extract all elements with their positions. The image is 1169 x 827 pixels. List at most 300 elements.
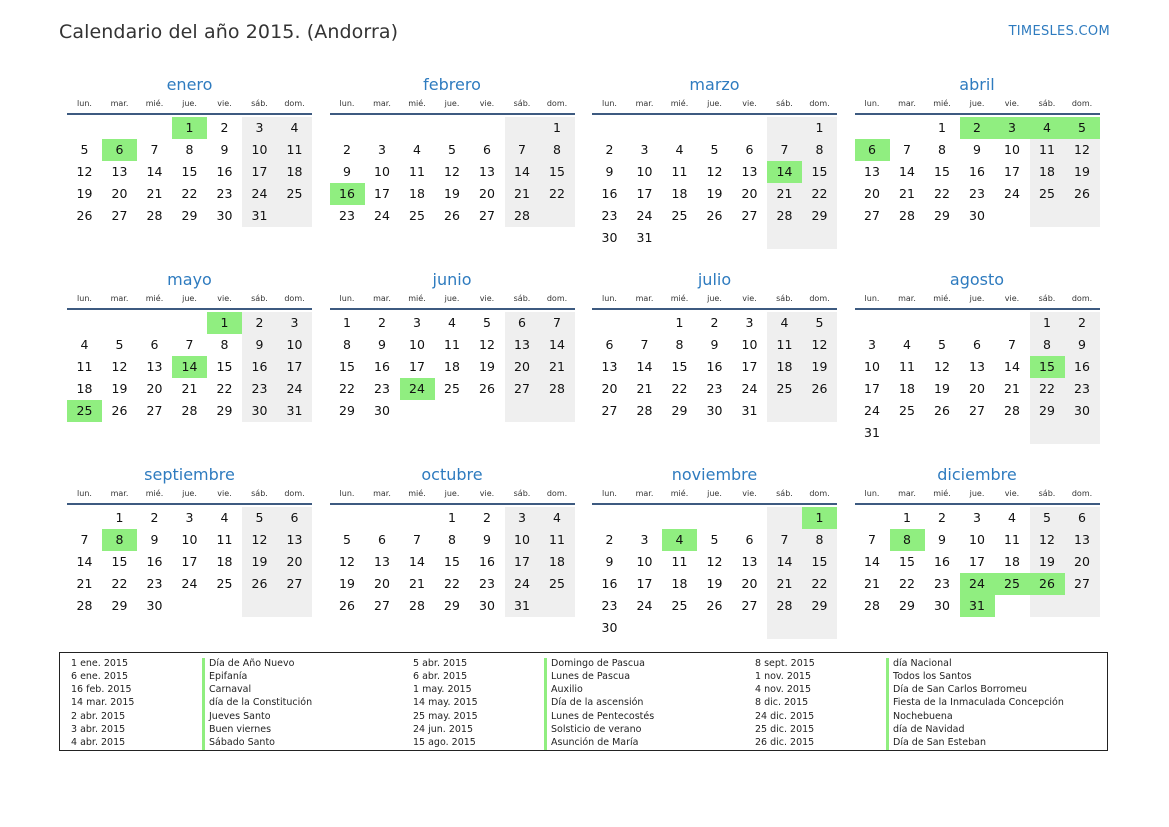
weekday-label: sáb. — [1038, 294, 1056, 303]
day-cell: 19 — [242, 551, 277, 573]
weekday-label: jue. — [707, 294, 722, 303]
day-cell: 18 — [540, 551, 575, 573]
day-cell: 20 — [601, 381, 618, 396]
empty-cell — [627, 507, 662, 529]
day-cell: 22 — [1030, 378, 1065, 400]
weekday-label: mié. — [933, 489, 951, 498]
weekday-header — [67, 486, 312, 502]
holiday-name: Fiesta de la Inmaculada Concepción — [886, 697, 1097, 710]
day-cell: 3 — [277, 312, 312, 334]
day-cell: 6 — [745, 532, 754, 547]
weekday-label: mié. — [933, 294, 951, 303]
day-cell: 23 — [706, 381, 723, 396]
day-cell: 29 — [339, 403, 355, 418]
day-cell: 11 — [767, 334, 802, 356]
weekday-label: jue. — [969, 294, 985, 303]
header-rule — [592, 503, 837, 505]
weekday-label: vie. — [1004, 489, 1020, 498]
month-title: marzo — [689, 75, 740, 94]
day-cell: 2 — [1065, 312, 1100, 334]
day-cell: 11 — [76, 359, 93, 374]
holiday-name: Buen viernes — [202, 724, 413, 737]
day-cell: 17 — [277, 356, 312, 378]
holiday-date: 14 mar. 2015 — [71, 697, 135, 709]
weekday-label: mié. — [408, 99, 426, 108]
day-cell: 16 — [330, 183, 365, 205]
day-cell: 13 — [146, 359, 163, 374]
holiday-date: 1 may. 2015 — [413, 684, 472, 696]
empty-cell — [435, 400, 470, 422]
weekday-label: lun. — [864, 489, 880, 498]
day-cell: 30 — [479, 598, 495, 613]
weekday-label: jue. — [444, 489, 460, 498]
day-cell: 21 — [899, 186, 915, 201]
day-cell: 6 — [973, 337, 981, 352]
day-grid — [330, 117, 575, 227]
empty-cell — [925, 312, 960, 334]
weekday-label: mié. — [408, 489, 426, 498]
month-title: julio — [697, 270, 732, 289]
day-cell: 11 — [540, 529, 575, 551]
day-cell: 19 — [111, 381, 128, 396]
weekday-label: vie. — [742, 99, 757, 108]
day-cell: 21 — [540, 356, 575, 378]
day-cell: 7 — [1008, 337, 1016, 352]
day-cell: 10 — [409, 337, 425, 352]
day-cell: 8 — [185, 142, 194, 157]
day-cell: 21 — [505, 183, 540, 205]
day-grid — [855, 507, 1100, 617]
day-cell: 25 — [540, 573, 575, 595]
day-cell: 14 — [864, 554, 880, 569]
empty-cell — [697, 117, 732, 139]
day-cell: 6 — [745, 142, 754, 157]
day-cell: 16 — [934, 554, 950, 569]
day-cell: 14 — [899, 164, 915, 179]
day-cell: 14 — [767, 161, 802, 183]
day-cell: 12 — [479, 337, 495, 352]
empty-cell — [330, 507, 365, 529]
empty-cell — [697, 507, 732, 529]
day-cell: 7 — [903, 142, 911, 157]
day-cell: 5 — [802, 312, 837, 334]
day-cell: 15 — [339, 359, 355, 374]
header-rule — [855, 113, 1100, 115]
header-rule — [855, 308, 1100, 310]
page-title: Calendario del año 2015. (Andorra) — [59, 21, 399, 43]
day-cell: 5 — [343, 532, 351, 547]
holiday-name: día de la Constitución — [202, 697, 413, 710]
holiday-legend — [59, 652, 1108, 751]
empty-cell — [697, 227, 732, 249]
weekday-label: sáb. — [776, 294, 793, 303]
day-cell: 20 — [111, 186, 128, 201]
holiday-date: 1 ene. 2015 — [71, 658, 128, 669]
day-cell: 28 — [899, 208, 915, 223]
weekday-label: vie. — [479, 99, 495, 108]
day-cell: 17 — [636, 576, 653, 591]
day-cell: 22 — [339, 381, 355, 396]
day-cell: 28 — [409, 598, 425, 613]
day-cell: 16 — [374, 359, 390, 374]
day-cell: 26 — [111, 403, 128, 418]
day-cell: 3 — [640, 142, 649, 157]
empty-cell — [242, 595, 277, 617]
weekday-label: mar. — [898, 99, 916, 108]
empty-cell — [697, 617, 732, 639]
day-cell: 17 — [741, 359, 758, 374]
day-cell: 17 — [969, 554, 985, 569]
day-cell: 8 — [802, 139, 837, 161]
weekday-label: lun. — [339, 294, 355, 303]
day-cell: 27 — [969, 403, 985, 418]
day-cell: 29 — [111, 598, 128, 613]
holiday-date: 5 abr. 2015 — [413, 658, 468, 669]
day-cell: 24 — [636, 208, 653, 223]
empty-cell — [1030, 422, 1065, 444]
day-cell: 29 — [444, 598, 460, 613]
weekday-label: lun. — [864, 99, 880, 108]
holiday-name: Día de San Carlos Borromeu — [886, 684, 1097, 697]
day-cell: 17 — [1004, 164, 1020, 179]
holiday-name: Nochebuena — [886, 711, 1097, 724]
day-cell: 9 — [220, 142, 229, 157]
day-grid — [330, 507, 575, 617]
weekday-label: sáb. — [776, 489, 793, 498]
day-cell: 27 — [601, 403, 618, 418]
day-cell: 14 — [76, 554, 93, 569]
day-cell: 23 — [374, 381, 390, 396]
day-cell: 16 — [601, 186, 618, 201]
day-cell: 13 — [969, 359, 985, 374]
day-cell: 26 — [444, 208, 460, 223]
day-cell: 13 — [864, 164, 880, 179]
weekday-label: mar. — [110, 489, 129, 498]
day-cell: 15 — [540, 161, 575, 183]
empty-cell — [960, 422, 995, 444]
day-cell: 12 — [76, 164, 93, 179]
day-cell: 31 — [505, 595, 540, 617]
header-rule — [330, 308, 575, 310]
day-cell: 4 — [413, 142, 421, 157]
day-cell: 12 — [706, 554, 723, 569]
weekday-label: dom. — [809, 294, 830, 303]
empty-cell — [1030, 595, 1065, 617]
holiday-name: día Nacional — [886, 658, 1097, 671]
day-cell: 3 — [378, 142, 386, 157]
day-cell: 9 — [1065, 334, 1100, 356]
empty-cell — [890, 422, 925, 444]
day-cell: 31 — [242, 205, 277, 227]
day-cell: 24 — [277, 378, 312, 400]
day-cell: 19 — [1065, 161, 1100, 183]
holiday-name: Jueves Santo — [202, 711, 413, 724]
day-cell: 25 — [67, 400, 102, 422]
day-cell: 20 — [741, 186, 758, 201]
day-cell: 10 — [1004, 142, 1020, 157]
day-cell: 3 — [413, 315, 421, 330]
day-cell: 22 — [444, 576, 460, 591]
holiday-name: Domingo de Pascua — [544, 658, 755, 671]
month-title: septiembre — [144, 465, 235, 484]
day-grid — [67, 507, 312, 617]
day-cell: 31 — [277, 400, 312, 422]
day-cell: 5 — [80, 142, 89, 157]
month-junio — [330, 269, 575, 464]
header-rule — [330, 113, 575, 115]
day-cell: 19 — [339, 576, 355, 591]
day-cell: 10 — [505, 529, 540, 551]
empty-cell — [207, 595, 242, 617]
empty-cell — [1065, 422, 1100, 444]
weekday-label: lun. — [602, 99, 617, 108]
day-cell: 5 — [710, 142, 719, 157]
empty-cell — [102, 312, 137, 334]
weekday-label: dom. — [1071, 489, 1093, 498]
day-cell: 2 — [343, 142, 351, 157]
weekday-label: dom. — [1071, 294, 1093, 303]
weekday-label: lun. — [864, 294, 880, 303]
day-cell: 15 — [111, 554, 128, 569]
day-cell: 2 — [710, 315, 719, 330]
holiday-date: 6 ene. 2015 — [71, 671, 128, 683]
day-cell: 8 — [1030, 334, 1065, 356]
day-cell: 4 — [277, 117, 312, 139]
empty-cell — [855, 117, 890, 139]
empty-cell — [330, 117, 365, 139]
day-cell: 7 — [185, 337, 194, 352]
day-cell: 28 — [181, 403, 198, 418]
empty-cell — [732, 617, 767, 639]
weekday-label: dom. — [284, 99, 305, 108]
day-cell: 25 — [671, 598, 688, 613]
day-cell: 2 — [150, 510, 159, 525]
weekday-label: vie. — [1004, 294, 1020, 303]
header-rule — [855, 503, 1100, 505]
weekday-label: mié. — [670, 294, 689, 303]
day-cell: 30 — [934, 598, 950, 613]
day-cell: 10 — [242, 139, 277, 161]
header-rule — [67, 113, 312, 115]
holiday-name: Auxilio — [544, 684, 755, 697]
day-cell: 10 — [374, 164, 390, 179]
brand-link[interactable]: TIMESLES.COM — [1008, 24, 1110, 39]
day-cell: 28 — [540, 378, 575, 400]
month-mayo — [67, 269, 312, 464]
day-cell: 24 — [242, 183, 277, 205]
day-cell: 16 — [969, 164, 985, 179]
day-cell: 29 — [934, 208, 950, 223]
weekday-label: mar. — [635, 489, 654, 498]
day-cell: 10 — [969, 532, 985, 547]
weekday-header — [855, 486, 1100, 502]
weekday-header — [855, 96, 1100, 112]
month-title: mayo — [167, 270, 212, 289]
empty-cell — [365, 507, 400, 529]
day-cell: 5 — [1065, 117, 1100, 139]
day-cell: 20 — [864, 186, 880, 201]
empty-cell — [67, 507, 102, 529]
holiday-date: 26 dic. 2015 — [755, 736, 815, 748]
day-cell: 28 — [1004, 403, 1020, 418]
month-febrero — [330, 74, 575, 269]
day-cell: 8 — [448, 532, 456, 547]
day-cell: 13 — [277, 529, 312, 551]
day-grid — [592, 507, 837, 639]
month-agosto — [855, 269, 1100, 464]
day-cell: 17 — [505, 551, 540, 573]
day-cell: 6 — [505, 312, 540, 334]
weekday-label: dom. — [809, 99, 830, 108]
day-cell: 5 — [1030, 507, 1065, 529]
day-cell: 12 — [242, 529, 277, 551]
day-cell: 29 — [671, 403, 688, 418]
day-cell: 6 — [605, 337, 614, 352]
weekday-label: sáb. — [251, 294, 268, 303]
day-cell: 30 — [242, 400, 277, 422]
weekday-header — [330, 291, 575, 307]
day-cell: 12 — [339, 554, 355, 569]
day-cell: 4 — [1008, 510, 1016, 525]
weekday-label: jue. — [707, 99, 722, 108]
day-cell: 15 — [444, 554, 460, 569]
day-cell: 15 — [802, 551, 837, 573]
day-cell: 14 — [636, 359, 653, 374]
weekday-label: vie. — [479, 489, 495, 498]
day-cell: 7 — [767, 139, 802, 161]
day-cell: 7 — [150, 142, 159, 157]
day-cell: 6 — [150, 337, 159, 352]
day-cell: 15 — [216, 359, 233, 374]
weekday-header — [855, 291, 1100, 307]
empty-cell — [540, 400, 575, 422]
day-cell: 25 — [899, 403, 915, 418]
holiday-date: 24 dic. 2015 — [755, 710, 815, 722]
month-title: octubre — [421, 465, 483, 484]
day-cell: 26 — [802, 378, 837, 400]
day-cell: 24 — [400, 378, 435, 400]
day-cell: 9 — [938, 532, 946, 547]
day-cell: 13 — [479, 164, 495, 179]
day-cell: 26 — [934, 403, 950, 418]
month-title: diciembre — [937, 465, 1017, 484]
day-cell: 1 — [938, 120, 946, 135]
day-cell: 2 — [605, 142, 614, 157]
day-cell: 28 — [146, 208, 163, 223]
day-cell: 24 — [374, 208, 390, 223]
day-cell: 20 — [277, 551, 312, 573]
day-cell: 23 — [601, 598, 618, 613]
day-cell: 29 — [181, 208, 198, 223]
day-cell: 17 — [242, 161, 277, 183]
day-cell: 4 — [1030, 117, 1065, 139]
empty-cell — [767, 400, 802, 422]
day-cell: 11 — [1004, 532, 1020, 547]
day-cell: 2 — [378, 315, 386, 330]
weekday-header — [330, 486, 575, 502]
day-cell: 23 — [242, 378, 277, 400]
holiday-date: 3 abr. 2015 — [71, 723, 126, 735]
day-cell: 11 — [671, 164, 688, 179]
holiday-date: 15 ago. 2015 — [413, 736, 476, 748]
weekday-label: mié. — [933, 99, 951, 108]
day-cell: 18 — [671, 576, 688, 591]
day-cell: 4 — [662, 529, 697, 551]
weekday-label: lun. — [77, 99, 92, 108]
weekday-label: dom. — [546, 99, 568, 108]
day-cell: 4 — [220, 510, 229, 525]
day-cell: 15 — [934, 164, 950, 179]
day-cell: 20 — [374, 576, 390, 591]
day-cell: 4 — [540, 507, 575, 529]
day-cell: 19 — [76, 186, 93, 201]
weekday-label: dom. — [1071, 99, 1093, 108]
day-cell: 13 — [111, 164, 128, 179]
months-grid — [67, 74, 1100, 659]
day-cell: 27 — [374, 598, 390, 613]
empty-cell — [1030, 205, 1065, 227]
day-cell: 27 — [479, 208, 495, 223]
holiday-date: 6 abr. 2015 — [413, 671, 468, 683]
day-cell: 27 — [146, 403, 163, 418]
day-cell: 3 — [640, 532, 649, 547]
day-cell: 23 — [339, 208, 355, 223]
day-cell: 4 — [675, 142, 684, 157]
holiday-name: Lunes de Pascua — [544, 671, 755, 684]
day-cell: 9 — [605, 164, 614, 179]
day-cell: 26 — [479, 381, 495, 396]
day-cell: 17 — [864, 381, 880, 396]
empty-cell — [592, 312, 627, 334]
day-cell: 5 — [710, 532, 719, 547]
day-cell: 26 — [242, 573, 277, 595]
month-julio — [592, 269, 837, 464]
day-cell: 17 — [409, 359, 425, 374]
day-cell: 8 — [675, 337, 684, 352]
day-cell: 27 — [864, 208, 880, 223]
day-cell: 16 — [216, 164, 233, 179]
day-cell: 9 — [150, 532, 159, 547]
day-cell: 8 — [343, 337, 351, 352]
day-cell: 8 — [102, 529, 137, 551]
day-cell: 12 — [111, 359, 128, 374]
day-cell: 25 — [995, 573, 1030, 595]
weekday-label: mié. — [408, 294, 426, 303]
day-cell: 4 — [448, 315, 456, 330]
weekday-label: sáb. — [513, 294, 531, 303]
day-cell: 7 — [80, 532, 89, 547]
empty-cell — [470, 117, 505, 139]
day-cell: 28 — [767, 205, 802, 227]
month-title: abril — [959, 75, 995, 94]
day-cell: 13 — [505, 334, 540, 356]
empty-cell — [277, 595, 312, 617]
header-rule — [592, 113, 837, 115]
month-septiembre — [67, 464, 312, 659]
day-cell: 11 — [899, 359, 915, 374]
day-cell: 30 — [706, 403, 723, 418]
day-cell: 14 — [409, 554, 425, 569]
weekday-label: jue. — [182, 99, 197, 108]
weekday-label: mié. — [670, 99, 689, 108]
empty-cell — [732, 117, 767, 139]
weekday-header — [592, 96, 837, 112]
day-cell: 17 — [636, 186, 653, 201]
empty-cell — [732, 507, 767, 529]
day-cell: 8 — [220, 337, 229, 352]
empty-cell — [732, 227, 767, 249]
day-grid — [592, 312, 837, 422]
